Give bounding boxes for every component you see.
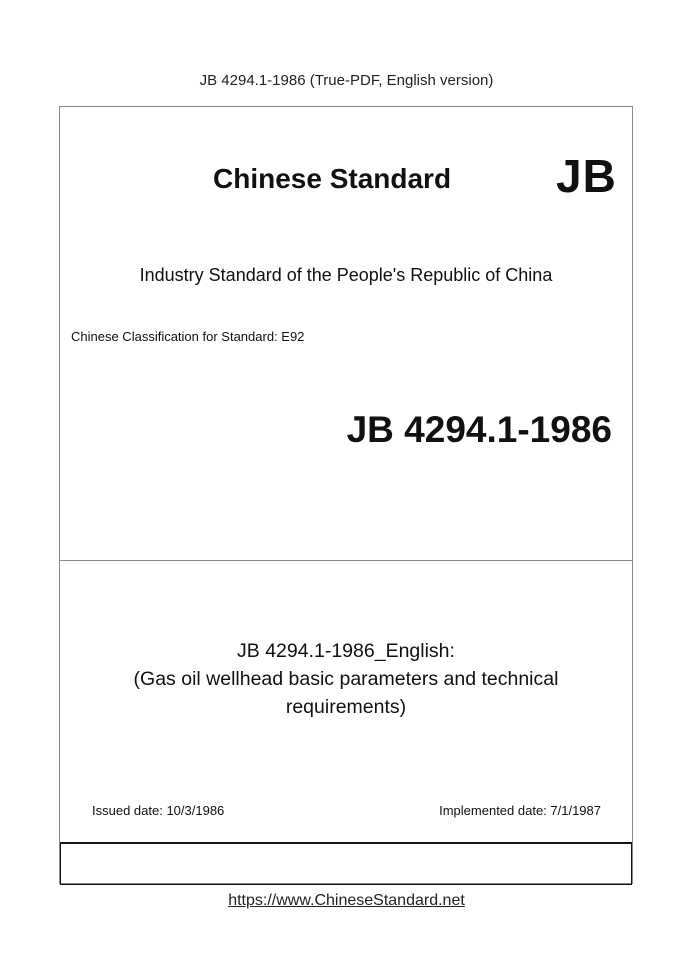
- title-line-1: JB 4294.1-1986_English:: [237, 640, 455, 662]
- website-footer: [0, 892, 693, 910]
- document-header: JB 4294.1-1986 (True-PDF, English version): [199, 72, 494, 89]
- cover-footer-strip: [60, 843, 632, 885]
- website-link[interactable]: https://www.ChineseStandard.net: [228, 892, 465, 909]
- standard-mark: JB: [556, 150, 617, 202]
- cover-upper-panel: [60, 107, 632, 561]
- cover-frame: [59, 106, 633, 884]
- issued-date: Issued date: 10/3/1986: [92, 803, 225, 818]
- title-line-2: (Gas oil wellhead basic parameters and technical: [133, 668, 559, 690]
- title-line-3: requirements): [285, 696, 407, 718]
- cover-lower-panel: [60, 561, 632, 843]
- classification-label: Chinese Classification for Standard: E92: [71, 329, 305, 344]
- industry-line: Industry Standard of the People's Republic of China: [139, 265, 553, 285]
- implemented-date: Implemented date: 7/1/1987: [439, 803, 601, 818]
- cover-heading: Chinese Standard: [213, 163, 452, 194]
- standard-number: JB 4294.1-1986: [346, 409, 612, 450]
- document-title-block: [60, 637, 632, 721]
